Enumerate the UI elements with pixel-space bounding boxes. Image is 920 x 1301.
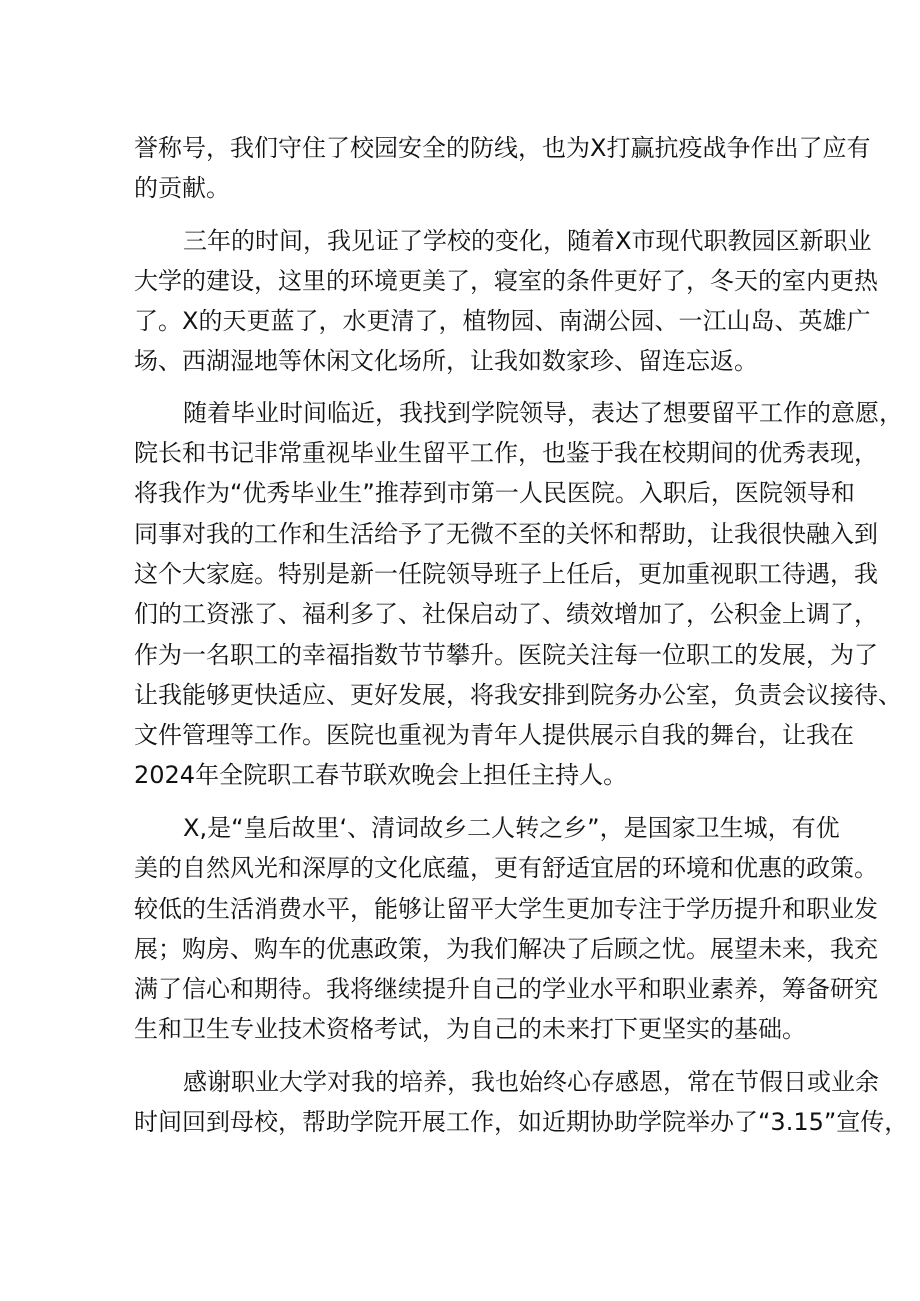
text-line: 们的工资涨了、福利多了、社保启动了、绩效增加了，公积金上调了，	[134, 600, 878, 628]
text-line: 时间回到母校，帮助学院开展工作，如近期协助学院举办了“3.15”宣传，	[134, 1108, 909, 1136]
text-line: 感谢职业大学对我的培养，我也始终心存感恩，常在节假日或业余	[183, 1068, 879, 1096]
text-line: 美的自然风光和深厚的文化底蕴，更有舒适宜居的环境和优惠的政策。	[134, 854, 878, 882]
text-line: 同事对我的工作和生活给予了无微不至的关怀和帮助，让我很快融入到	[134, 520, 878, 548]
text-line: 随着毕业时间临近，我找到学院领导，表达了想要留平工作的意愿，	[183, 399, 903, 427]
text-line: 满了信心和期待。我将继续提升自己的学业水平和职业素养，筹备研究	[134, 975, 878, 1003]
text-line: 这个大家庭。特别是新一任院领导班子上任后，更加重视职工待遇，我	[134, 560, 878, 588]
text-line: X,是“皇后故里‘、清词故乡二人转之乡”，是国家卫生城，有优	[183, 814, 840, 842]
text-line: 2024年全院职工春节联欢晚会上担任主持人。	[134, 761, 628, 789]
text-line: 三年的时间，我见证了学校的变化，随着X市现代职教园区新职业	[183, 227, 872, 255]
text-line: 作为一名职工的幸福指数节节攀升。医院关注每一位职工的发展，为了	[134, 641, 878, 669]
text-line: 了。X的天更蓝了，水更清了，植物园、南湖公园、一江山岛、英雄广	[134, 307, 871, 335]
text-line: 院长和书记非常重视毕业生留平工作，也鉴于我在校期间的优秀表现，	[134, 439, 878, 467]
text-line: 生和卫生专业技术资格考试，为自己的未来打下更坚实的基础。	[134, 1015, 806, 1043]
text-line: 较低的生活消费水平，能够让留平大学生更加专注于学历提升和职业发	[134, 895, 878, 923]
text-line: 将我作为“优秀毕业生”推荐到市第一人民医院。入职后，医院领导和	[134, 479, 855, 507]
text-line: 誉称号，我们守住了校园安全的防线，也为X打赢抗疫战争作出了应有	[134, 134, 871, 162]
text-line: 的贡献。	[134, 174, 230, 202]
text-line: 场、西湖湿地等休闲文化场所，让我如数家珍、留连忘返。	[134, 347, 758, 375]
text-line: 展；购房、购车的优惠政策，为我们解决了后顾之忧。展望未来，我充	[134, 935, 878, 963]
text-line: 让我能够更快适应、更好发展，将我安排到院务办公室，负责会议接待、	[134, 681, 902, 709]
text-line: 大学的建设，这里的环境更美了，寝室的条件更好了，冬天的室内更热	[134, 267, 878, 295]
text-line: 文件管理等工作。医院也重视为青年人提供展示自我的舞台，让我在	[134, 721, 854, 749]
